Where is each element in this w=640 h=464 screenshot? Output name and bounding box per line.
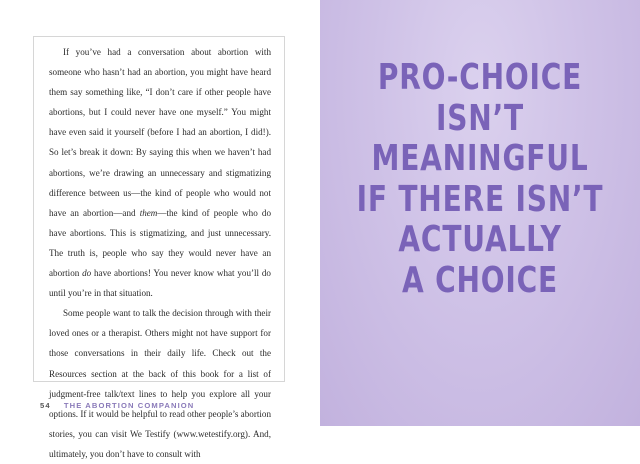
paragraph-1-text-b: —the kind of people who do have abortions. This is stigmatizing, and just unnecessary. The truth is, people who say they would never have an abortion bbox=[49, 207, 271, 279]
quote-line: MEANINGFUL bbox=[371, 138, 589, 179]
page-number: 54 bbox=[40, 401, 51, 410]
quote-line: A CHOICE bbox=[402, 259, 558, 301]
pull-quote bbox=[355, 58, 605, 301]
paragraph-1-text-c: have abortions! You never know what you’ll do until you’re in that situation. bbox=[49, 268, 271, 299]
quote-line: IF THERE ISN’T bbox=[356, 178, 604, 220]
paragraph-2 bbox=[49, 303, 271, 464]
paragraph-1-text-a: If you’ve had a conversation about abortion with someone who hasn’t had an abortion, you might have heard them say something like, “I don’t care if other people have abortions, but I could never have one myself.” You might have even said it yourself (before I had an abortion, I did!). So let’s break it down: By saying this when we haven’t had abortions, we’re drawing an unnecessary and stigmatizing difference between us—the kind of people who would not have an abortion—and bbox=[49, 47, 271, 218]
paragraph-1 bbox=[49, 42, 271, 303]
paragraph-1-emphasis-do: do bbox=[82, 268, 92, 279]
paragraph-1-emphasis-them: them bbox=[139, 207, 158, 218]
quote-line: ACTUALLY bbox=[398, 219, 562, 260]
quote-line: PRO-CHOICE bbox=[377, 57, 583, 98]
paragraph-2-text: Some people want to talk the decision through with their loved ones or a therapist. Others might not have support for those conversations in their daily life. Check out the Resources section at the back of this book for a list of judgment-free talk/text lines to help you explore all your options. If it would be helpful to read other people’s abortion stories, you can visit We Testify (www.wetestify.org). And, ultimately, you don’t have to consult with bbox=[49, 308, 271, 459]
page-footer bbox=[40, 401, 194, 410]
quote-line: ISN’T bbox=[436, 97, 524, 139]
left-page bbox=[0, 0, 320, 459]
right-page bbox=[320, 0, 640, 426]
running-book-title: THE ABORTION COMPANION bbox=[63, 401, 195, 410]
